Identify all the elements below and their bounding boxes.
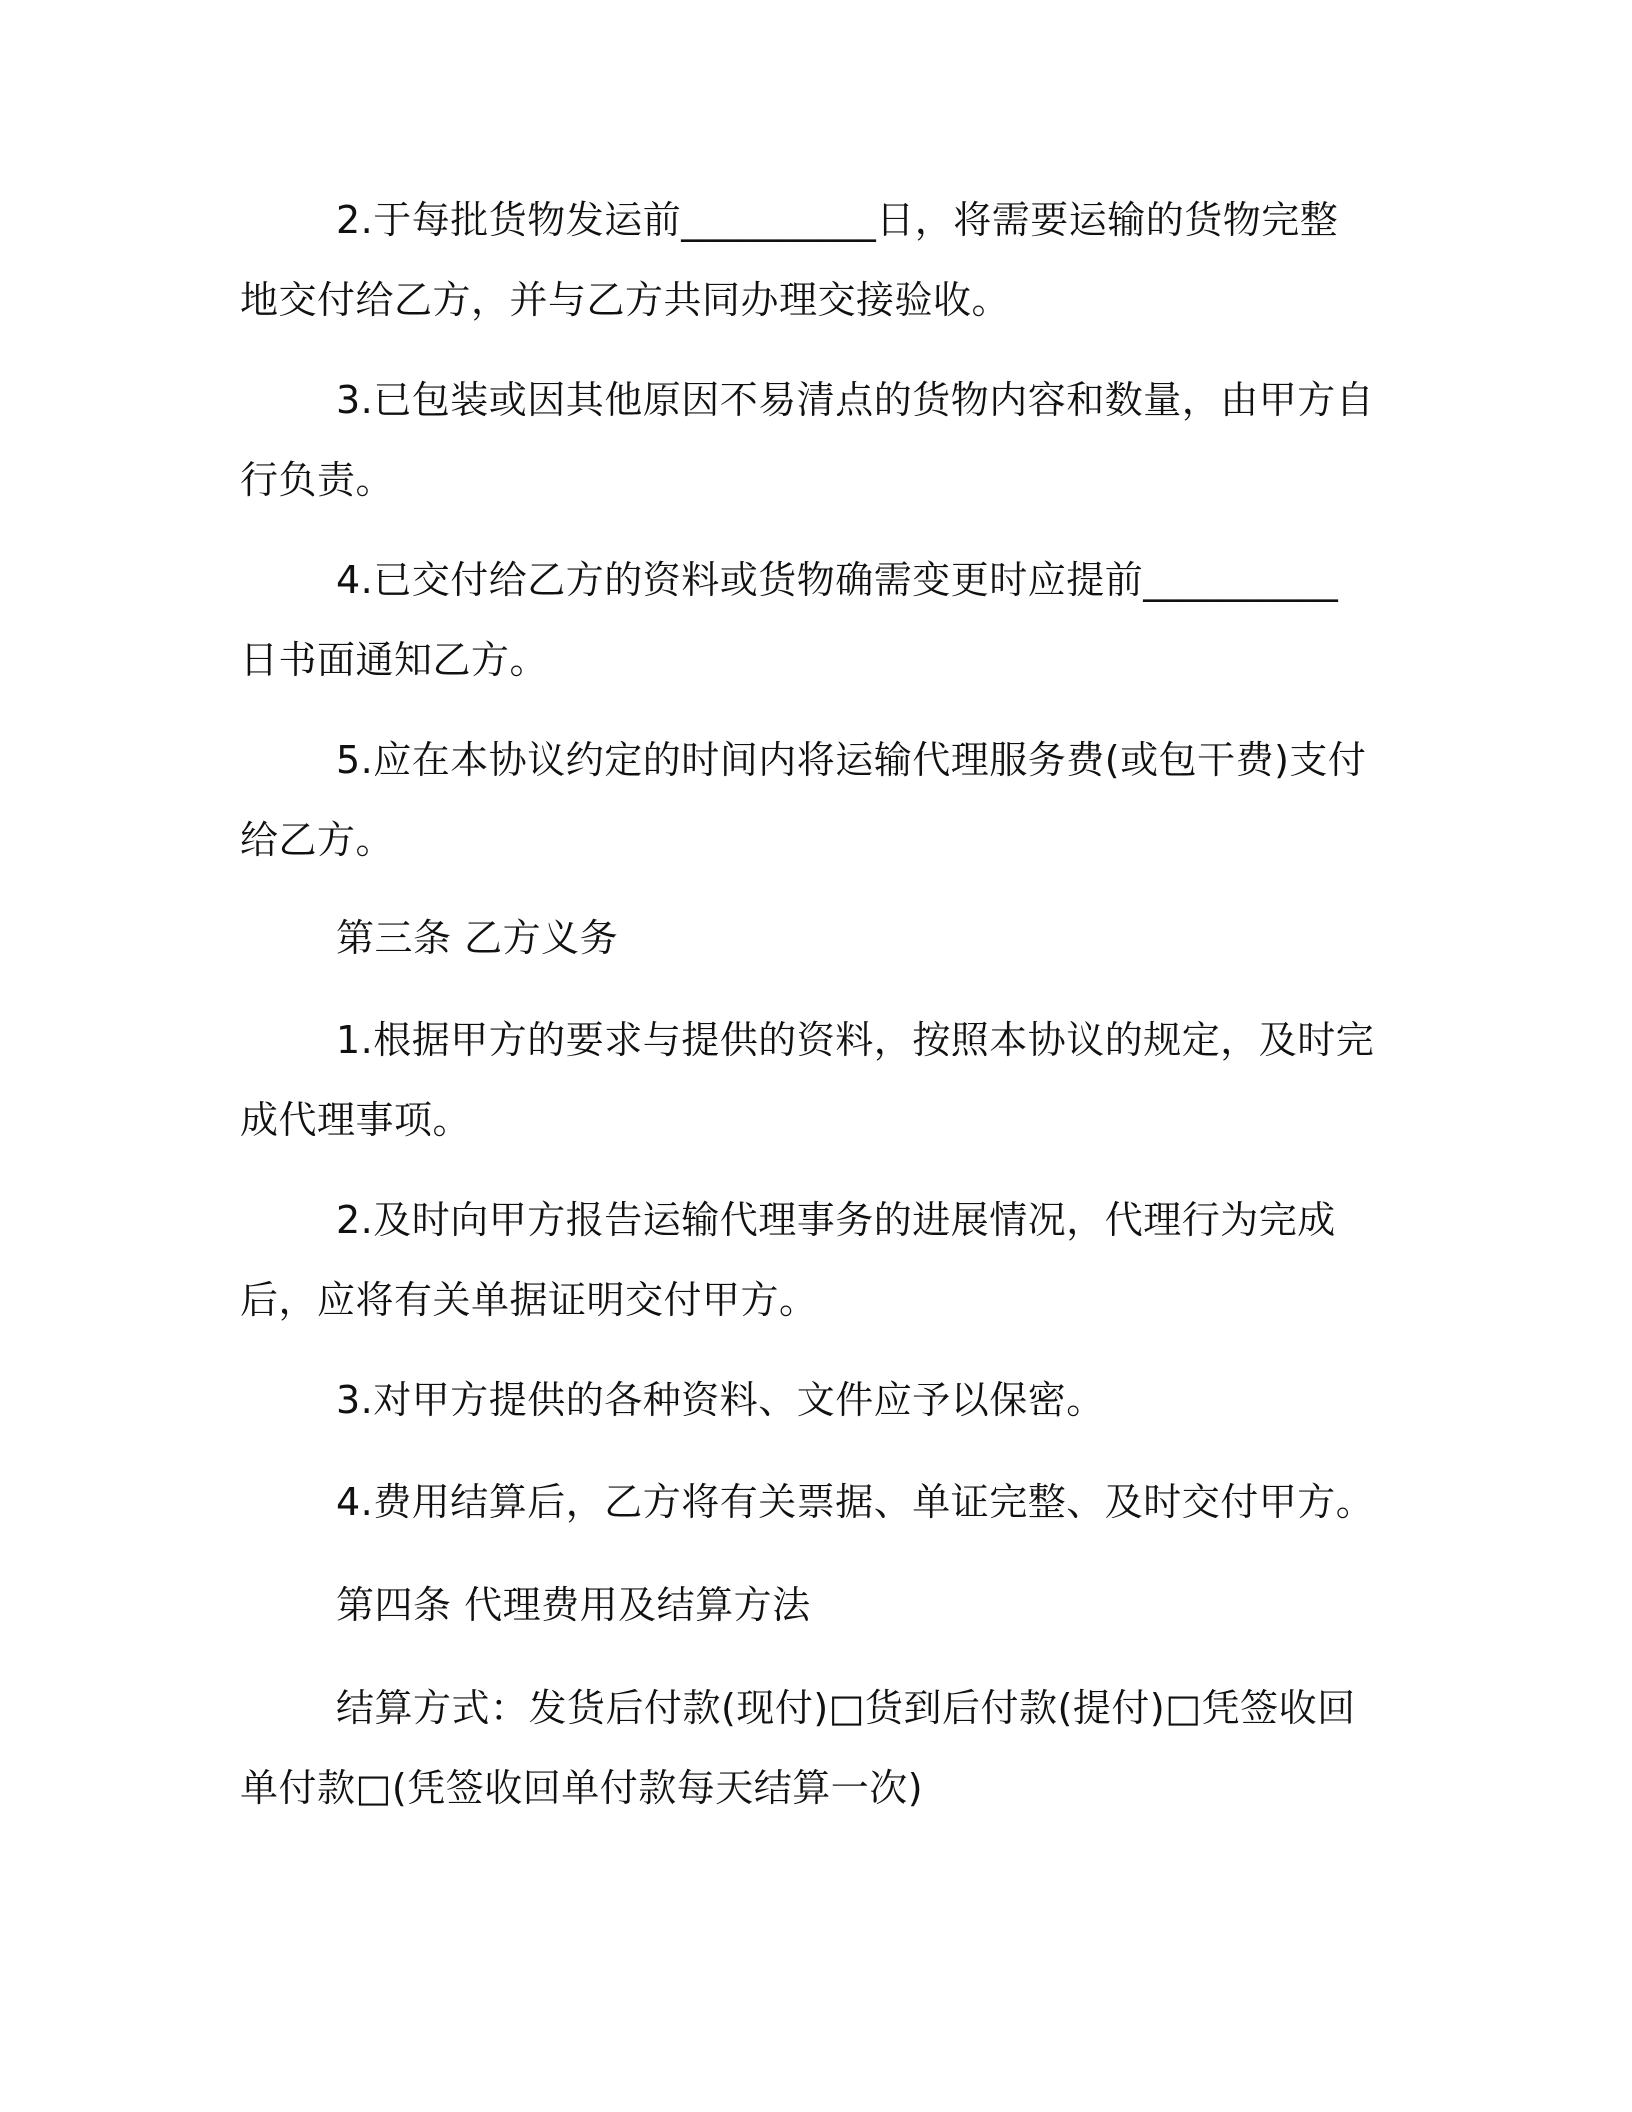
- article-3-item-1: 1.根据甲方的要求与提供的资料，按照本协议的规定，及时完成代理事项。: [240, 1018, 1375, 1142]
- clause-2-paragraph: 2.于每批货物发运前__________日，将需要运输的货物完整地交付给乙方，并与乙方共同办理交接验收。: [240, 198, 1339, 322]
- article-4-heading: 第四条 代理费用及结算方法: [336, 1583, 811, 1627]
- settlement-method-paragraph: 结算方式：发货后付款(现付)□货到后付款(提付)□凭签收回单付款□(凭签收回单付款每天结算一次): [240, 1686, 1356, 1810]
- article-3-item-2: 2.及时向甲方报告运输代理事务的进展情况，代理行为完成后，应将有关单据证明交付甲方。: [240, 1198, 1336, 1322]
- clause-5-paragraph: 5.应在本协议约定的时间内将运输代理服务费(或包干费)支付给乙方。: [240, 738, 1367, 862]
- clause-4-paragraph: 4.已交付给乙方的资料或货物确需变更时应提前__________日书面通知乙方。: [240, 558, 1339, 682]
- article-3-item-3: 3.对甲方提供的各种资料、文件应予以保密。: [336, 1378, 1105, 1422]
- article-3-item-4: 4.费用结算后，乙方将有关票据、单证完整、及时交付甲方。: [336, 1480, 1375, 1524]
- clause-3-paragraph: 3.已包装或因其他原因不易清点的货物内容和数量，由甲方自行负责。: [240, 378, 1375, 502]
- article-3-heading: 第三条 乙方义务: [336, 916, 619, 960]
